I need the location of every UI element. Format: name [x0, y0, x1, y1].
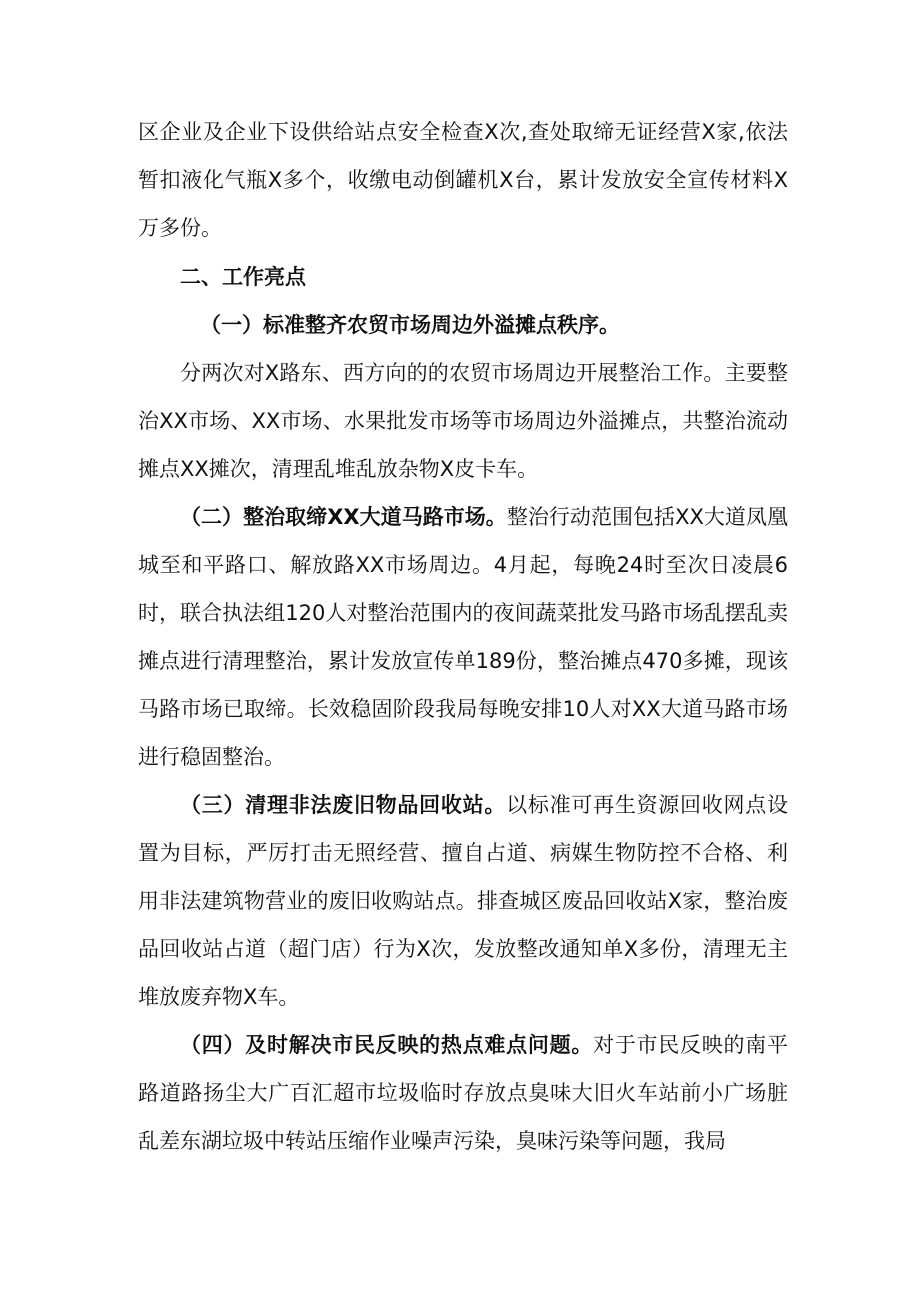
item1-heading: （一）标准整齐农贸市场周边外溢摊点秩序。 — [200, 313, 620, 337]
item4-paragraph — [138, 1021, 788, 1165]
item2-body: 整治行动范围包括XX大道凤凰城至和平路口、解放路XX市场周边。4月起，每晚24时至次日凌晨6时，联合执法组120人对整治范围内的夜间蔬菜批发马路市场乱摆乱卖摊点进行清理整治，累计发放宣传单189份，整治摊点470多摊，现该马路市场已取缔。长效稳固阶段我局每晚安排10人对XX大道马路市场进行稳固整治。 — [138, 505, 788, 769]
section-heading: 二、工作亮点 — [180, 265, 306, 289]
item2-paragraph — [138, 493, 788, 781]
item3-body: 以标准可再生资源回收网点设置为目标，严厉打击无照经营、擅自占道、病媒生物防控不合格、利用非法建筑物营业的废旧收购站点。排查城区废品回收站X家，整治废品回收站占道（超门店）行为X次，发放整改通知单X多份，清理无主堆放废弃物X车。 — [138, 793, 789, 1009]
item3-heading: （三）清理非法废旧物品回收站。 — [180, 793, 507, 817]
item4-body: 对于市民反映的南平路道路扬尘大广百汇超市垃圾临时存放点臭味大旧火车站前小广场脏乱差东湖垃圾中转站压缩作业噪声污染，臭味污染等问题，我局 — [138, 1033, 789, 1153]
item2-heading: （二）整治取缔XX大道马路市场。 — [180, 505, 507, 529]
item1-paragraph: 分两次对X路东、西方向的的农贸市场周边开展整治工作。主要整治XX市场、XX市场、水果批发市场等市场周边外溢摊点，共整治流动摊点XX摊次，清理乱堆乱放杂物X皮卡车。 — [138, 361, 788, 481]
continuation-paragraph: 区企业及企业下设供给站点安全检查X次,查处取缔无证经营X家,依法暂扣液化气瓶X多个，收缴电动倒罐机X台，累计发放安全宣传材料X万多份。 — [138, 120, 788, 240]
item4-heading: （四）及时解决市民反映的热点难点问题。 — [180, 1033, 594, 1057]
item3-paragraph — [138, 781, 788, 1021]
